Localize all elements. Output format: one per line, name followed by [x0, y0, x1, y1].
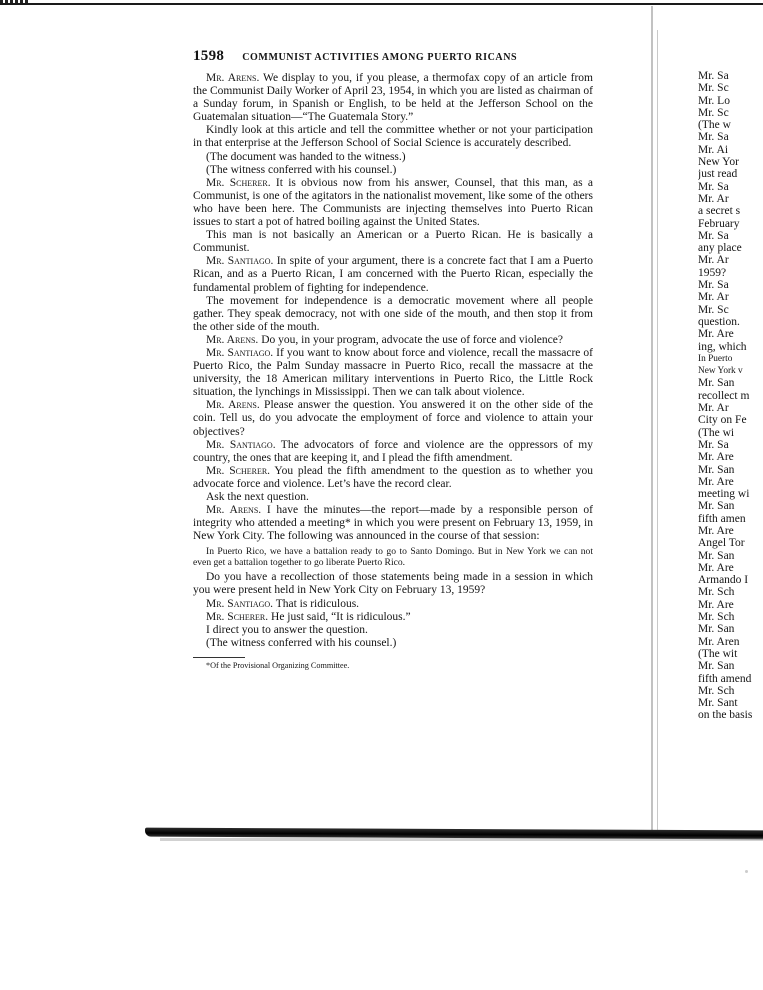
fragment-line: Mr. San: [698, 500, 735, 513]
fragment-line: Armando I: [698, 574, 749, 587]
footnote-rule: [193, 657, 245, 658]
speaker-name: Mr. Arens.: [206, 72, 260, 84]
testimony-paragraph: [193, 611, 593, 624]
testimony-paragraph: [193, 598, 593, 611]
paragraph-text: (The document was handed to the witness.): [206, 150, 406, 163]
paragraph-text: (The witness conferred with his counsel.): [206, 636, 397, 649]
footnote: *Of the Provisional Organizing Committee.: [206, 660, 350, 670]
fragment-line: Mr. Sa: [698, 70, 729, 82]
fragment-line: New York v: [698, 366, 743, 377]
testimony-paragraph: [193, 504, 593, 543]
testimony-paragraph: [193, 624, 593, 637]
fragment-line: Mr. Sc: [698, 82, 729, 95]
paragraph-text: Do you, in your program, advocate the use of force and violence?: [258, 333, 563, 346]
paragraph-text: I direct you to answer the question.: [206, 623, 368, 636]
speaker-name: Mr. Scherer.: [206, 176, 271, 189]
testimony-paragraph: [193, 571, 593, 597]
paragraph-text: That is ridiculous.: [273, 597, 360, 610]
fragment-line: Mr. Sch: [698, 586, 735, 599]
testimony-paragraph: [193, 295, 593, 334]
testimony-paragraph: [193, 72, 593, 124]
paragraph-text: I have the minutes—the report—made by a responsible person of integrity who attended a meeting* in which you were present on February 13, 1959, in New York City. The following was announced in the course of that session:: [193, 504, 593, 543]
page-header: [193, 47, 517, 65]
speaker-name: Mr. Santiago.: [206, 346, 274, 359]
left-text-column: [193, 72, 593, 671]
fragment-line: In Puerto: [698, 353, 733, 364]
page-number: 1598: [193, 48, 225, 64]
fragment-line: Mr. Sc: [698, 106, 729, 119]
testimony-paragraph: [193, 399, 593, 438]
top-border-rule: [0, 3, 763, 5]
testimony-paragraph: [193, 347, 593, 399]
fragment-line: Mr. Are: [698, 524, 734, 537]
speaker-name: Mr. Santiago.: [206, 438, 276, 451]
fragment-line: Mr. San: [698, 463, 735, 476]
paragraph-text: In Puerto Rico, we have a battalion ready to go to Santo Domingo. But in New York we can not even get a battalion together to go liberate Puerto Rico.: [193, 546, 593, 569]
right-page-fragment: [698, 70, 763, 722]
testimony-paragraph: [193, 637, 593, 650]
paragraph-text: The movement for independence is a democratic movement where all people gather. They speak democracy, not with one side of the mouth, and then stop it from the other side of the mouth.: [193, 294, 593, 333]
testimony-paragraph: [193, 465, 593, 491]
fragment-line: Angel Tor: [698, 537, 745, 550]
book-gutter: [651, 6, 653, 836]
fragment-line: fifth amen: [698, 512, 746, 525]
testimony-paragraph: [193, 177, 593, 229]
fragment-line: Mr. Sa: [698, 279, 729, 292]
testimony-paragraph: [193, 255, 593, 294]
fragment-line: question.: [698, 315, 740, 328]
fragment-line: Mr. Ar: [698, 192, 729, 205]
fragment-line: Mr. Ai: [698, 143, 729, 156]
paragraph-text: Please answer the question. You answered it on the other side of the coin. Tell us, do you advocate the employment of force and violence to attain your objectives?: [193, 399, 593, 438]
fragment-line: (The wit: [698, 647, 738, 660]
paragraph-text: This man is not basically an American or a Puerto Rican. He is basically a Communist.: [193, 229, 593, 255]
fragment-line: Mr. Sch: [698, 611, 735, 624]
fragment-line: Mr. Sch: [698, 684, 735, 697]
paragraph-text: You plead the fifth amendment to the question as to whether you advocate force and violence. Let’s have the record clear.: [193, 464, 594, 490]
fragment-line: fifth amend: [698, 672, 752, 685]
fragment-line: (The w: [698, 119, 731, 132]
speaker-name: Mr. Arens.: [206, 504, 262, 517]
paragraph-text: The advocators of force and violence are the oppressors of my country, the ones that are keeping it, and I plead the fifth amendment.: [193, 438, 593, 464]
fragment-line: just read: [698, 168, 738, 181]
fragment-line: Mr. Ar: [698, 254, 729, 267]
paragraph-text: In spite of your argument, there is a concrete fact that I am a Puerto Rican, and as a Puerto Rican, I am concerned with the Puerto Rican, especially the fundamental problem of fighting for independence.: [193, 255, 593, 294]
fragment-line: Mr. Sa: [698, 131, 729, 144]
fragment-line: Mr. Lo: [698, 94, 730, 107]
paragraph-text: He just said, “It is ridiculous.”: [268, 610, 411, 623]
fragment-line: Mr. Ar: [698, 402, 729, 415]
fragment-line: Mr. Ar: [698, 291, 729, 304]
speaker-name: Mr. Arens.: [206, 399, 260, 412]
paragraph-text: Do you have a recollection of those statements being made in a session in which you were present held in New York City on February 13, 1959?: [193, 571, 593, 597]
fragment-line: Mr. San: [698, 377, 735, 390]
testimony-paragraph: [193, 491, 593, 504]
testimony-paragraph: [193, 229, 593, 255]
fragment-line: (The wi: [698, 426, 735, 439]
testimony-paragraph: [193, 439, 593, 465]
fragment-line: Mr. Are: [698, 451, 734, 464]
testimony-paragraph: [193, 334, 593, 347]
paragraph-text: We display to you, if you please, a thermofax copy of an article from the Communist Daily Worker of April 23, 1954, in which you are listed as chairman of a Sunday forum, in Spanish or English, to be held at the Jefferson School on the Guatemalan situation—“The Guatemala Story.”: [193, 72, 594, 124]
fragment-line: 1959?: [698, 266, 727, 279]
fragment-line: Mr. Sa: [698, 229, 729, 242]
fragment-line: Mr. Are: [698, 561, 734, 574]
fragment-line: Mr. Sc: [698, 303, 729, 316]
fragment-line: on the basis: [698, 709, 753, 722]
bottom-page-shadow: [160, 838, 763, 841]
fragment-line: Mr. San: [698, 623, 735, 636]
fragment-line: Mr. Sant: [698, 697, 738, 710]
fragment-line: February: [698, 217, 740, 230]
book-gutter-edge: [657, 30, 658, 830]
testimony-paragraph: [193, 151, 593, 164]
testimony-paragraph: [193, 124, 593, 150]
fragment-line: any place: [698, 242, 742, 255]
speaker-name: Mr. Scherer.: [206, 464, 271, 477]
fragment-line: Mr. Sa: [698, 438, 729, 451]
fragment-line: Mr. Are: [698, 475, 734, 488]
fragment-line: recollect m: [698, 389, 750, 402]
fragment-line: Mr. Are: [698, 598, 734, 611]
fragment-line: City on Fe: [698, 414, 747, 427]
fragment-line: meeting wi: [698, 488, 750, 501]
paragraph-text: If you want to know about force and violence, recall the massacre of Puerto Rico, the Palm Sunday massacre in Puerto Rico, recall the massacre at the university, the 18 American military interventions in Puerto Rico, the Little Rock situation, the lynchings in Mississippi. Then we can talk about violence.: [193, 346, 593, 399]
scan-speck: [745, 870, 748, 873]
fragment-line: Mr. Are: [698, 328, 734, 341]
speaker-name: Mr. Santiago.: [206, 597, 274, 610]
speaker-name: Mr. Santiago.: [206, 255, 274, 268]
paragraph-text: (The witness conferred with his counsel.): [206, 163, 397, 176]
testimony-paragraph: [193, 164, 593, 177]
fragment-line: Mr. Sa: [698, 180, 729, 193]
fragment-line: New Yor: [698, 156, 739, 169]
paragraph-text: It is obvious now from his answer, Counsel, that this man, as a Communist, is one of the agitators in the nationalist movement, like some of the others who have been here. The Communists are injecting themselves into Puerto Rican issues to start a pot of hatred boiling against the United States.: [193, 176, 594, 229]
paragraph-text: Ask the next question.: [206, 491, 309, 503]
fragment-line: Mr. Aren: [698, 635, 740, 648]
speaker-name: Mr. Scherer.: [206, 610, 269, 623]
fragment-line: Mr. San: [698, 549, 735, 562]
quoted-passage: [193, 546, 593, 568]
fragment-line: a secret s: [698, 205, 741, 218]
fragment-line: ing, which: [698, 340, 747, 353]
paragraph-text: Kindly look at this article and tell the committee whether or not your participation in that enterprise at the Jefferson School of Social Science is accurately described.: [193, 124, 593, 150]
running-title: COMMUNIST ACTIVITIES AMONG PUERTO RICANS: [242, 52, 518, 63]
speaker-name: Mr. Arens.: [206, 333, 259, 346]
fragment-line: Mr. San: [698, 660, 735, 673]
